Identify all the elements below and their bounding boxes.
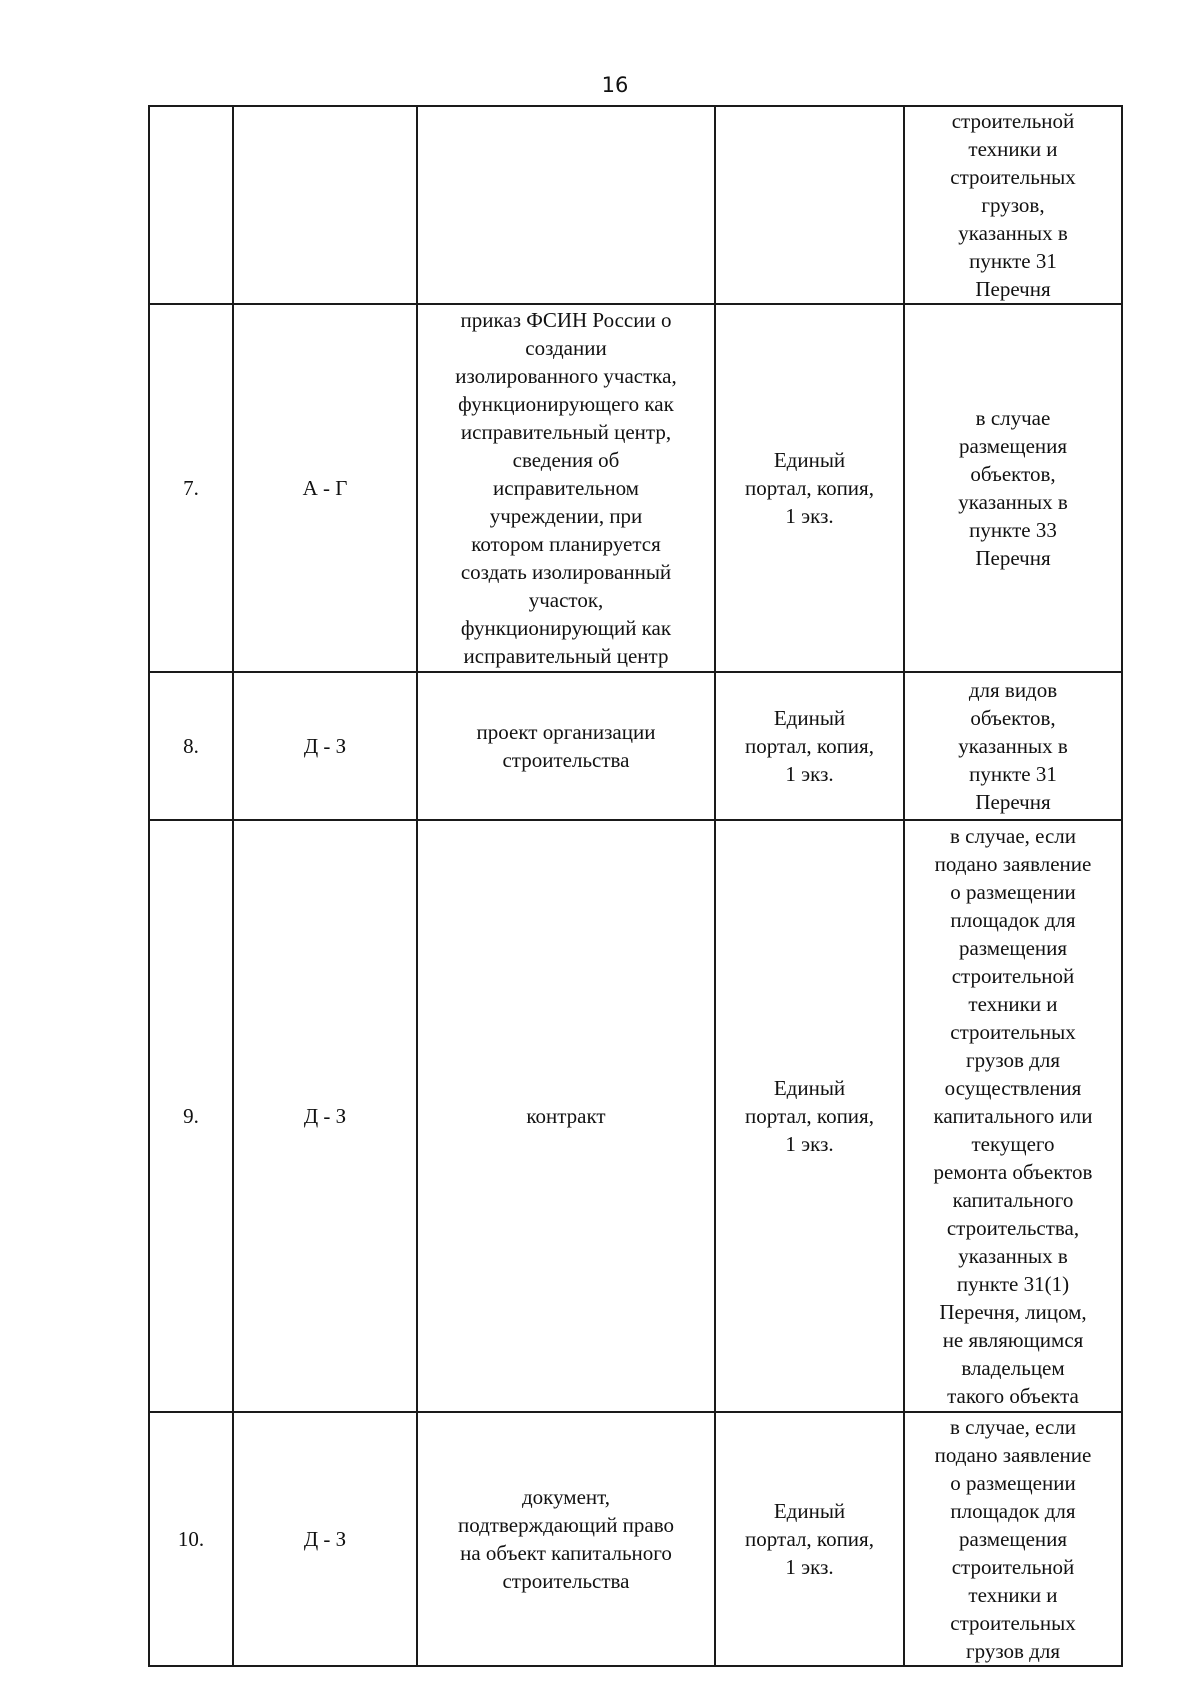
- stage-cell: Д - З: [233, 672, 417, 820]
- note-cell: в случае, если подано заявление о размещении площадок для размещения строительной техники и строительных грузов для: [904, 1412, 1122, 1666]
- stage-cell: Д - З: [233, 820, 417, 1412]
- document-cell: документ, подтверждающий право на объект капитального строительства: [417, 1412, 715, 1666]
- table-row: [149, 820, 1122, 1412]
- table-row: [149, 304, 1122, 672]
- document-cell: проект организации строительства: [417, 672, 715, 820]
- table-row: [149, 1412, 1122, 1666]
- document-cell: приказ ФСИН России о создании изолированного участка, функционирующего как исправительный центр, сведения об исправительном учреждении, при котором планируется создать изолированный участок, функционирующий как исправительный центр: [417, 304, 715, 672]
- documents-table: [148, 105, 1123, 1667]
- form-cell: Единый портал, копия, 1 экз.: [715, 672, 904, 820]
- form-cell: Единый портал, копия, 1 экз.: [715, 1412, 904, 1666]
- form-cell: Единый портал, копия, 1 экз.: [715, 304, 904, 672]
- row-number-cell: [149, 106, 233, 304]
- note-cell: в случае размещения объектов, указанных в пункте 33 Перечня: [904, 304, 1122, 672]
- row-number-cell: 9.: [149, 820, 233, 1412]
- stage-cell: [233, 106, 417, 304]
- table-row: [149, 672, 1122, 820]
- row-number-cell: 7.: [149, 304, 233, 672]
- note-cell: строительной техники и строительных грузов, указанных в пункте 31 Перечня: [904, 106, 1122, 304]
- stage-cell: Д - З: [233, 1412, 417, 1666]
- row-number-cell: 10.: [149, 1412, 233, 1666]
- note-cell: в случае, если подано заявление о размещении площадок для размещения строительной техники и строительных грузов для осуществления капитального или текущего ремонта объектов капитального строительства, указанных в пункте 31(1) Перечня, лицом, не являющимся владельцем такого объекта: [904, 820, 1122, 1412]
- page-number: 16: [601, 73, 629, 97]
- note-cell: для видов объектов, указанных в пункте 31 Перечня: [904, 672, 1122, 820]
- form-cell: Единый портал, копия, 1 экз.: [715, 820, 904, 1412]
- document-cell: [417, 106, 715, 304]
- stage-cell: А - Г: [233, 304, 417, 672]
- row-number-cell: 8.: [149, 672, 233, 820]
- table-row: [149, 106, 1122, 304]
- document-cell: контракт: [417, 820, 715, 1412]
- form-cell: [715, 106, 904, 304]
